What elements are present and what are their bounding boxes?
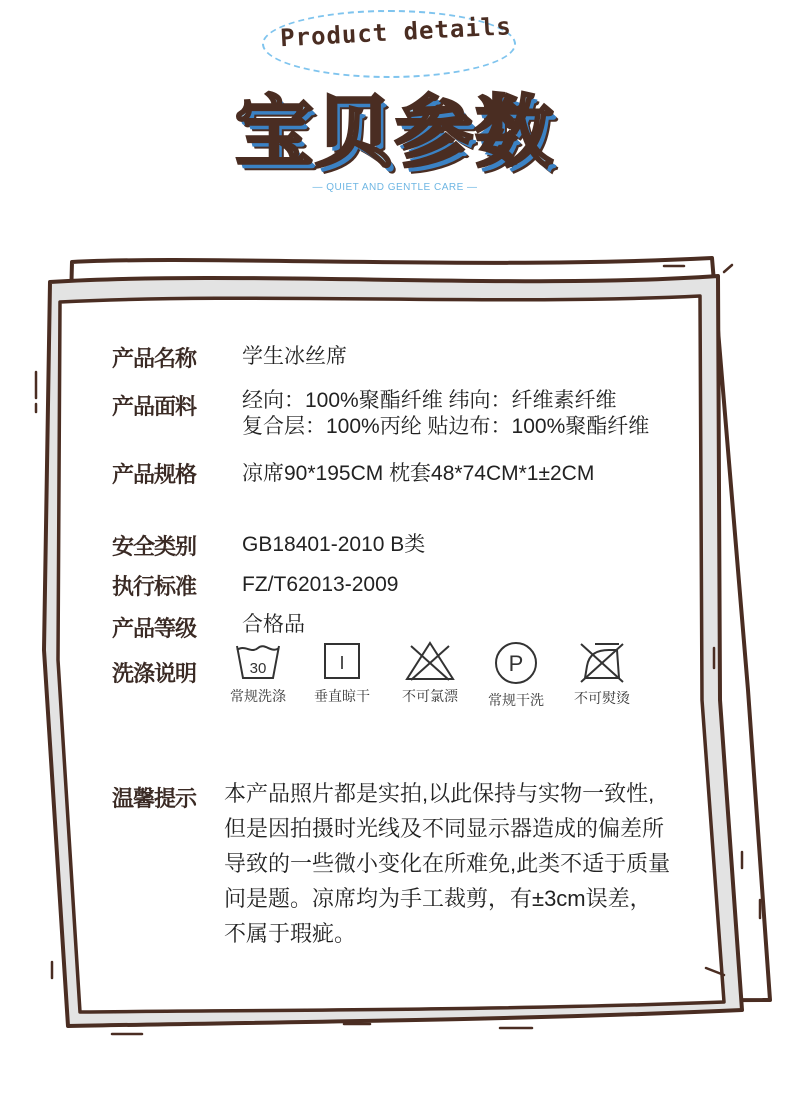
product-name-label: 产品名称 [112, 347, 197, 372]
washing-label: 洗涤说明 [112, 662, 197, 687]
grade-label: 产品等级 [112, 617, 197, 642]
page-title: 宝贝参数 [234, 88, 555, 178]
product-name-value: 学生冰丝席 [242, 345, 347, 368]
notice-text [224, 776, 734, 951]
no-bleach-icon [403, 640, 457, 682]
wash-30-icon [233, 640, 283, 682]
care-label-hang-dry: 垂直晾干 [314, 688, 370, 704]
care-item-hang-dry [302, 640, 382, 706]
fabric-label: 产品面料 [112, 395, 197, 420]
english-title: Product details [279, 12, 513, 53]
notice-line: 问是题。凉席均为手工裁剪，有±3cm误差， [224, 886, 652, 911]
care-item-no-iron [562, 640, 642, 708]
dry-clean-p-icon [491, 640, 541, 686]
subtitle: — QUIET AND GENTLE CARE — [312, 182, 478, 193]
care-item-dry-clean [476, 640, 556, 710]
standard-value: FZ/T62013-2009 [242, 573, 399, 596]
no-iron-icon [577, 640, 627, 684]
size-value: 凉席90*195CM 枕套48*74CM*1±2CM [242, 462, 595, 485]
notice-line: 不属于瑕疵。 [224, 921, 357, 946]
wash-temperature: 30 [249, 660, 267, 677]
hang-dry-symbol: I [339, 653, 345, 673]
notice-line: 导致的一些微小变化在所难免,此类不适于质量 [224, 851, 671, 876]
care-label-no-iron: 不可熨烫 [574, 690, 630, 706]
standard-label: 执行标准 [112, 575, 197, 600]
dry-clean-symbol: P [508, 651, 524, 676]
hang-dry-icon [317, 640, 367, 682]
fabric-value-line2: 复合层：100%丙纶 贴边布：100%聚酯纤维 [242, 415, 650, 438]
notice-line: 但是因拍摄时光线及不同显示器造成的偏差所 [224, 816, 665, 841]
care-item-no-bleach [390, 640, 470, 706]
safety-class-label: 安全类别 [112, 535, 197, 560]
notice-label: 温馨提示 [112, 787, 197, 812]
notice-line: 本产品照片都是实拍,以此保持与实物一致性, [224, 781, 655, 806]
care-item-wash [218, 640, 298, 706]
size-label: 产品规格 [112, 463, 197, 488]
care-label-no-bleach: 不可氯漂 [402, 688, 458, 704]
fabric-value-line1: 经向：100%聚酯纤维 纬向：纤维素纤维 [242, 389, 617, 412]
care-label-wash: 常规洗涤 [230, 688, 286, 704]
grade-value: 合格品 [242, 613, 305, 636]
care-label-dry-clean: 常规干洗 [488, 692, 544, 708]
safety-class-value: GB18401-2010 B类 [242, 533, 426, 556]
